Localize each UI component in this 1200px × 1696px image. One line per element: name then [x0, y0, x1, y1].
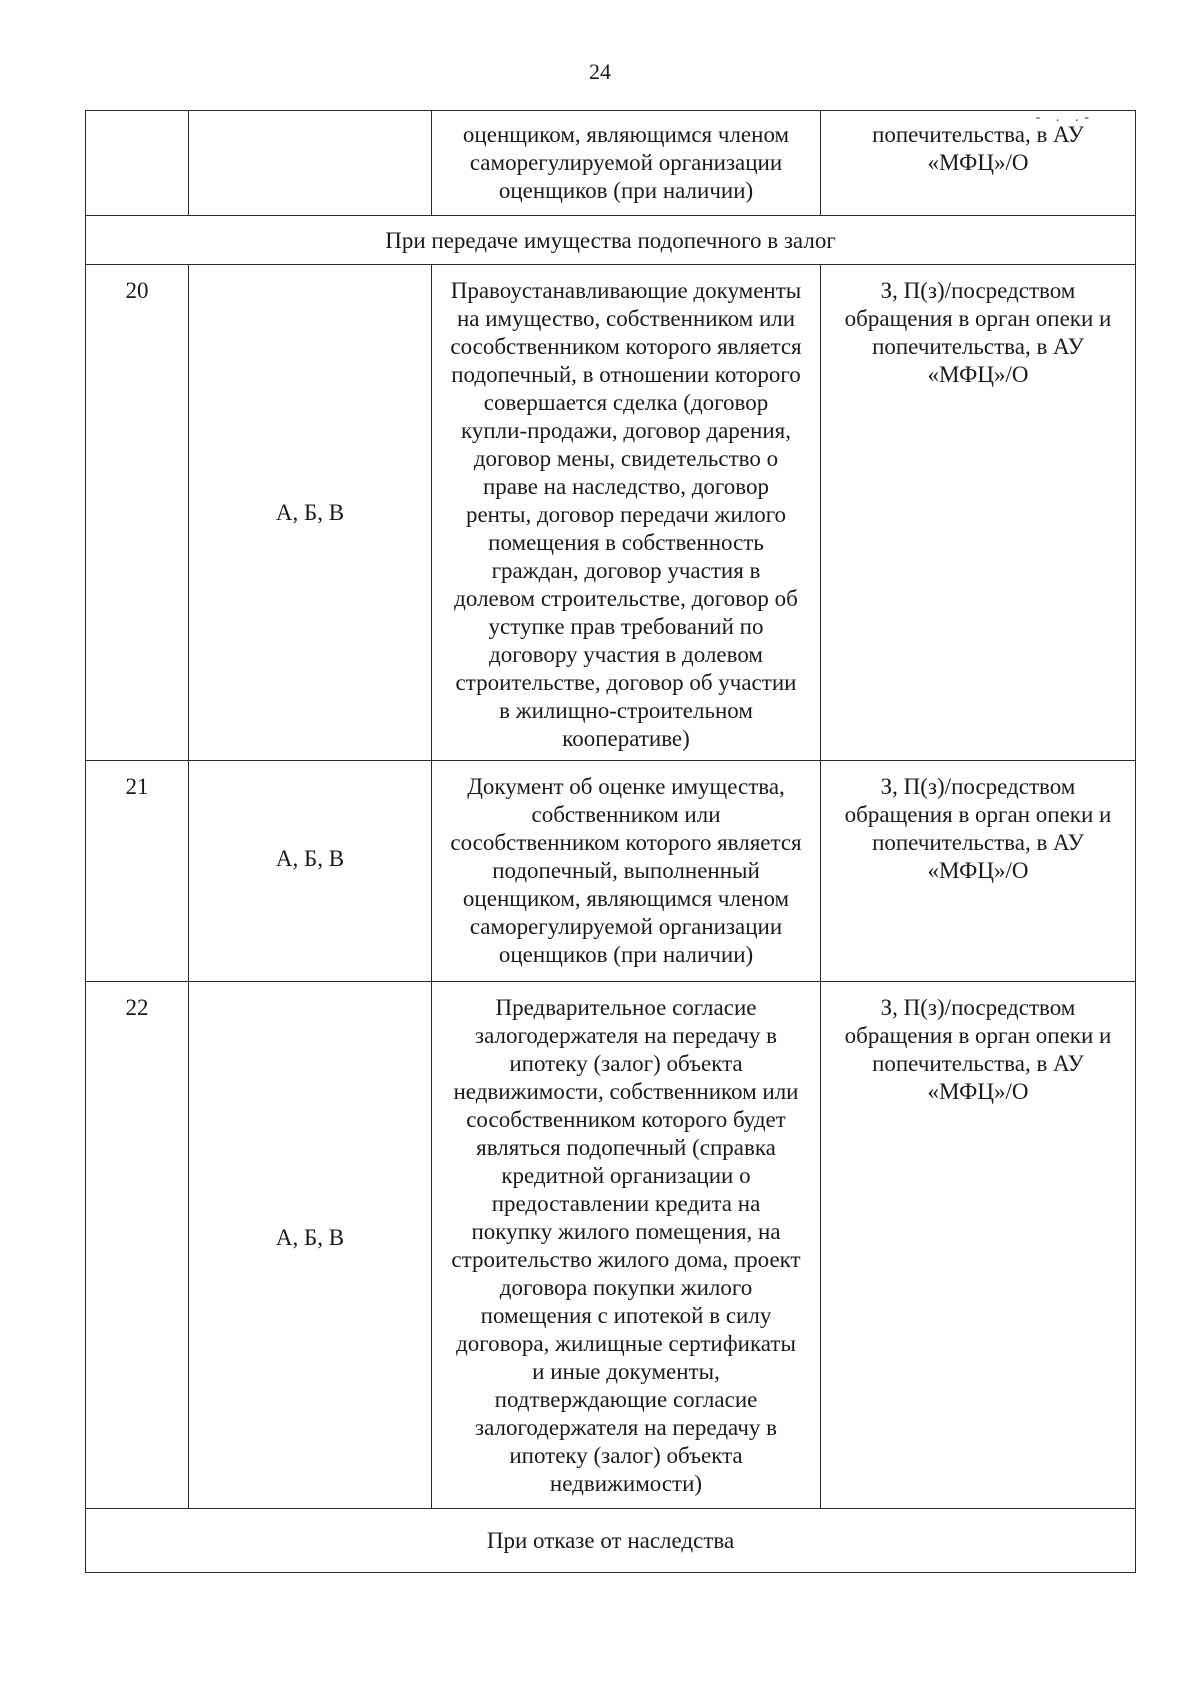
row-document — [432, 761, 821, 982]
document-line: ипотеку (залог) объекта — [509, 1051, 743, 1076]
document-line: сособственником которого является — [450, 334, 802, 359]
section-row-pledge — [86, 216, 1136, 265]
document-line: Предварительное согласие — [495, 995, 757, 1020]
method-line: З, П(з)/посредством — [880, 995, 1076, 1020]
document-line: ипотеку (залог) объекта — [509, 1443, 743, 1468]
document-line: уступке прав требований по — [488, 614, 764, 639]
document-line: граждан, договор участия в — [491, 558, 761, 583]
document-line: строительство жилого дома, проект — [451, 1247, 801, 1272]
document-line: ренты, договор передачи жилого — [465, 502, 787, 527]
row-category: А, Б, В — [189, 265, 432, 761]
document-line: купли-продажи, договор дарения, — [461, 418, 791, 443]
document-line: совершается сделка (договор — [483, 390, 769, 415]
cell-document — [432, 111, 821, 216]
document-line: помещения в собственность — [488, 530, 764, 555]
document-line: недвижимости, собственником или — [453, 1079, 799, 1104]
method-line: «МФЦ»/О — [927, 150, 1029, 175]
document-line: договора, жилищные сертификаты — [456, 1331, 796, 1356]
document-line: сособственником которого будет — [466, 1107, 786, 1132]
section-heading-inheritance-refusal: При отказе от наследства — [86, 1509, 1136, 1573]
document-line: подопечный, в отношении которого — [451, 362, 801, 387]
document-line: оценщиком, являющимся членом — [462, 122, 790, 147]
row-number: 21 — [86, 761, 189, 982]
document-line: договору участия в долевом — [489, 642, 763, 667]
document-line: залогодержателя на передачу в — [474, 1415, 777, 1440]
row-number: 22 — [86, 982, 189, 1509]
cell-category — [189, 111, 432, 216]
document-line: собственником или — [531, 802, 721, 827]
document-line: Правоустанавливающие документы — [450, 278, 802, 303]
table-row-continuation — [86, 111, 1136, 216]
row-method — [821, 265, 1136, 761]
document-line: строительстве, договор об участии — [455, 670, 797, 695]
row-number: 20 — [86, 265, 189, 761]
section-row-inheritance-refusal — [86, 1509, 1136, 1573]
method-line: попечительства, в АУ — [872, 830, 1084, 855]
table-row — [86, 265, 1136, 761]
method-line: «МФЦ»/О — [927, 858, 1029, 883]
document-line: подопечный, выполненный — [492, 858, 760, 883]
method-line: попечительства, в АУ — [872, 122, 1084, 147]
document-line: оценщиков (при наличии) — [498, 178, 754, 203]
row-category: А, Б, В — [189, 761, 432, 982]
document-line: оценщиком, являющимся членом — [462, 886, 790, 911]
row-document — [432, 982, 821, 1509]
document-line: и иные документы, — [532, 1359, 720, 1384]
document-line: предоставлении кредита на — [491, 1191, 761, 1216]
method-line: З, П(з)/посредством — [880, 774, 1076, 799]
scan-artifact: - . .- — [1035, 110, 1095, 125]
document-line: являться подопечный (справка — [476, 1135, 776, 1160]
document-line: помещения с ипотекой в силу — [480, 1303, 772, 1328]
method-line: обращения в орган опеки и — [844, 802, 1112, 827]
document-line: сособственником которого является — [450, 830, 802, 855]
document-line: кредитной организации о — [501, 1163, 751, 1188]
page-number: 24 — [589, 59, 611, 84]
document-line: на имущество, собственником или — [456, 306, 796, 331]
document-line: договор мены, свидетельство о — [473, 446, 779, 471]
method-line: обращения в орган опеки и — [844, 306, 1112, 331]
document-line: покупку жилого помещения, на — [471, 1219, 781, 1244]
method-line: попечительства, в АУ — [872, 1051, 1084, 1076]
row-method — [821, 982, 1136, 1509]
section-heading-pledge: При передаче имущества подопечного в залог — [86, 216, 1136, 265]
document-line: саморегулируемой организации — [469, 150, 783, 175]
table-row — [86, 982, 1136, 1509]
row-document — [432, 265, 821, 761]
row-method — [821, 761, 1136, 982]
document-line: недвижимости) — [549, 1471, 703, 1496]
cell-method — [821, 111, 1136, 216]
method-line: З, П(з)/посредством — [880, 278, 1076, 303]
document-line: залогодержателя на передачу в — [474, 1023, 777, 1048]
document-line: договора покупки жилого — [499, 1275, 753, 1300]
documents-table — [85, 110, 1136, 1573]
cell-number — [86, 111, 189, 216]
document-line: оценщиков (при наличии) — [498, 942, 754, 967]
document-line: долевом строительстве, договор об — [454, 586, 798, 611]
table-row — [86, 761, 1136, 982]
document-line: подтверждающие согласие — [494, 1387, 758, 1412]
document-line: в жилищно-строительном — [499, 698, 753, 723]
document-line: саморегулируемой организации — [469, 914, 783, 939]
method-line: «МФЦ»/О — [927, 1079, 1029, 1104]
document-line: Документ об оценке имущества, — [467, 774, 785, 799]
document-line: праве на наследство, договор — [482, 474, 769, 499]
document-line: кооперативе) — [562, 726, 690, 751]
method-line: обращения в орган опеки и — [844, 1023, 1112, 1048]
row-category: А, Б, В — [189, 982, 432, 1509]
method-line: «МФЦ»/О — [927, 362, 1029, 387]
method-line: попечительства, в АУ — [872, 334, 1084, 359]
